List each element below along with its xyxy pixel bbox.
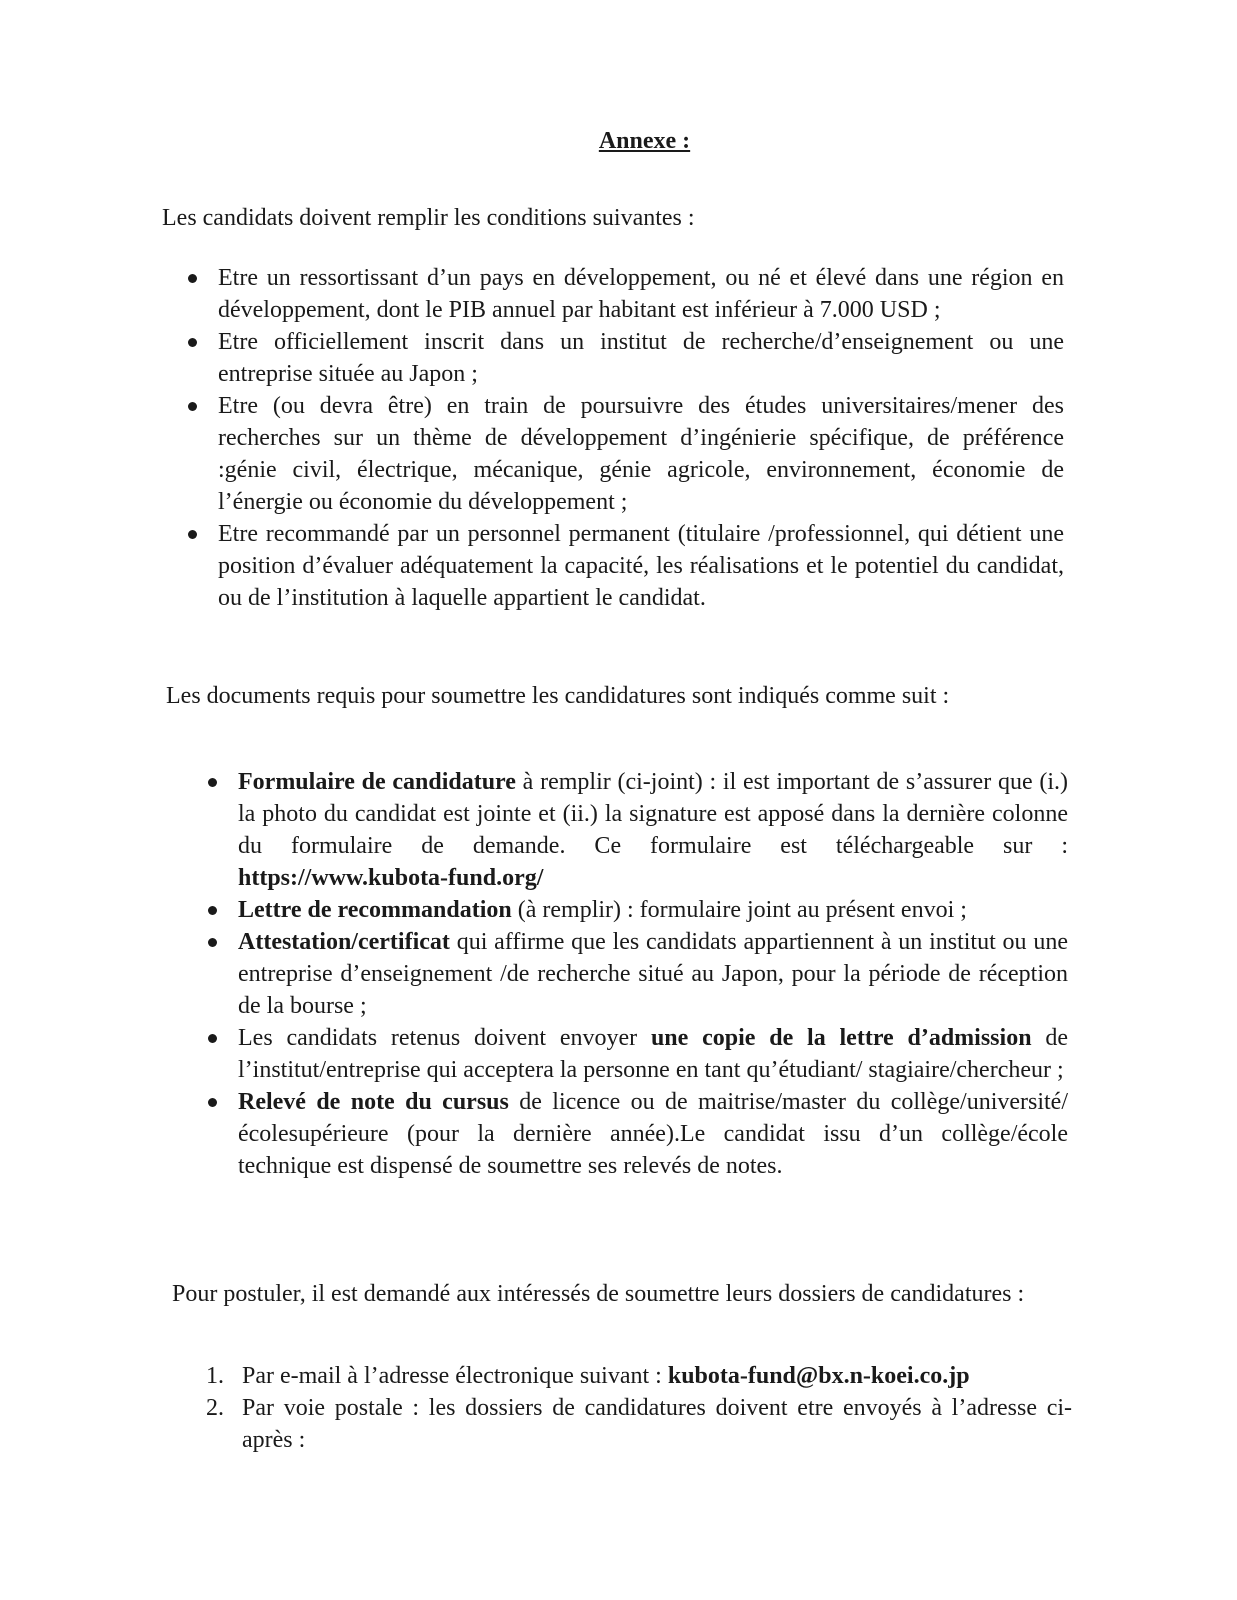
bullet-icon (188, 274, 197, 283)
item-number: 1. (206, 1363, 224, 1389)
list-item: Etre un ressortissant d’un pays en développement, ou né et élevé dans une région en développement, dont le PIB annuel par habitant est inférieur à 7.000 USD ; (218, 262, 1064, 326)
document-name: une copie de la lettre d’admission (650, 1025, 1032, 1051)
bullet-icon (188, 338, 197, 347)
documents-list (238, 766, 1068, 1182)
list-item: Lettre de recommandation (à remplir) : formulaire joint au présent envoi ; (238, 894, 1068, 926)
bullet-icon (188, 530, 197, 539)
bullet-icon (208, 906, 217, 915)
apply-methods-list (206, 1360, 1072, 1456)
list-item: Attestation/certificat qui affirme que les candidats appartiennent à un institut ou une entreprise d’enseignement /de recherche situé au Japon, pour la période de réception de la bourse ; (238, 926, 1068, 1022)
bullet-icon (208, 778, 217, 787)
website-link[interactable]: https://www.kubota-fund.org/ (238, 865, 544, 891)
item-number: 2. (206, 1395, 224, 1421)
conditions-intro: Les candidats doivent remplir les conditions suivantes : (162, 205, 695, 231)
list-item: Les candidats retenus doivent envoyer une copie de la lettre d’admission de l’institut/entreprise qui acceptera la personne en tant qu’étudiant/ stagiaire/chercheur ; (238, 1022, 1068, 1086)
list-item: Relevé de note du cursus de licence ou de maitrise/master du collège/université/écolesupérieure (pour la dernière année).Le candidat issu d’un collège/école technique est dispensé de soumettre ses relevés de notes. (238, 1086, 1068, 1182)
bullet-icon (208, 1034, 217, 1043)
bullet-icon (208, 938, 217, 947)
bullet-icon (208, 1098, 217, 1107)
document-name: Attestation/certificat (238, 929, 450, 955)
apply-intro: Pour postuler, il est demandé aux intéressés de soumettre leurs dossiers de candidatures : (172, 1281, 1025, 1307)
list-item: Etre recommandé par un personnel permanent (titulaire /professionnel, qui détient une position d’évaluer adéquatement la capacité, les réalisations et le potentiel du candidat, ou de l’institution à laquelle appartient le candidat. (218, 518, 1064, 614)
list-item: 1. Par e-mail à l’adresse électronique suivant : kubota-fund@bx.n-koei.co.jp (242, 1360, 1072, 1392)
list-item: Formulaire de candidature à remplir (ci-joint) : il est important de s’assurer que (i.) la photo du candidat est jointe et (ii.) la signature est apposé dans la dernière colonne du formulaire de demande. Ce formulaire est téléchargeable sur : https://www.kubota-fund.org/ (238, 766, 1068, 894)
document-name: Relevé de note du cursus (238, 1089, 509, 1115)
document-name: Formulaire de candidature (238, 769, 516, 795)
email-link[interactable]: kubota-fund@bx.n-koei.co.jp (667, 1363, 970, 1389)
document-name: Lettre de recommandation (238, 897, 512, 923)
list-item: Etre (ou devra être) en train de poursuivre des études universitaires/mener des recherches sur un thème de développement d’ingénierie spécifique, de préférence :génie civil, électrique, mécanique, génie agricole, environnement, économie de l’énergie ou économie du développement ; (218, 390, 1064, 518)
page-title: Annexe : (598, 128, 691, 154)
list-item: Etre officiellement inscrit dans un institut de recherche/d’enseignement ou une entreprise située au Japon ; (218, 326, 1064, 390)
conditions-list (218, 262, 1064, 614)
documents-intro: Les documents requis pour soumettre les candidatures sont indiqués comme suit : (166, 683, 950, 709)
list-item: 2. Par voie postale : les dossiers de candidatures doivent etre envoyés à l’adresse ci-après : (242, 1392, 1072, 1456)
bullet-icon (188, 402, 197, 411)
